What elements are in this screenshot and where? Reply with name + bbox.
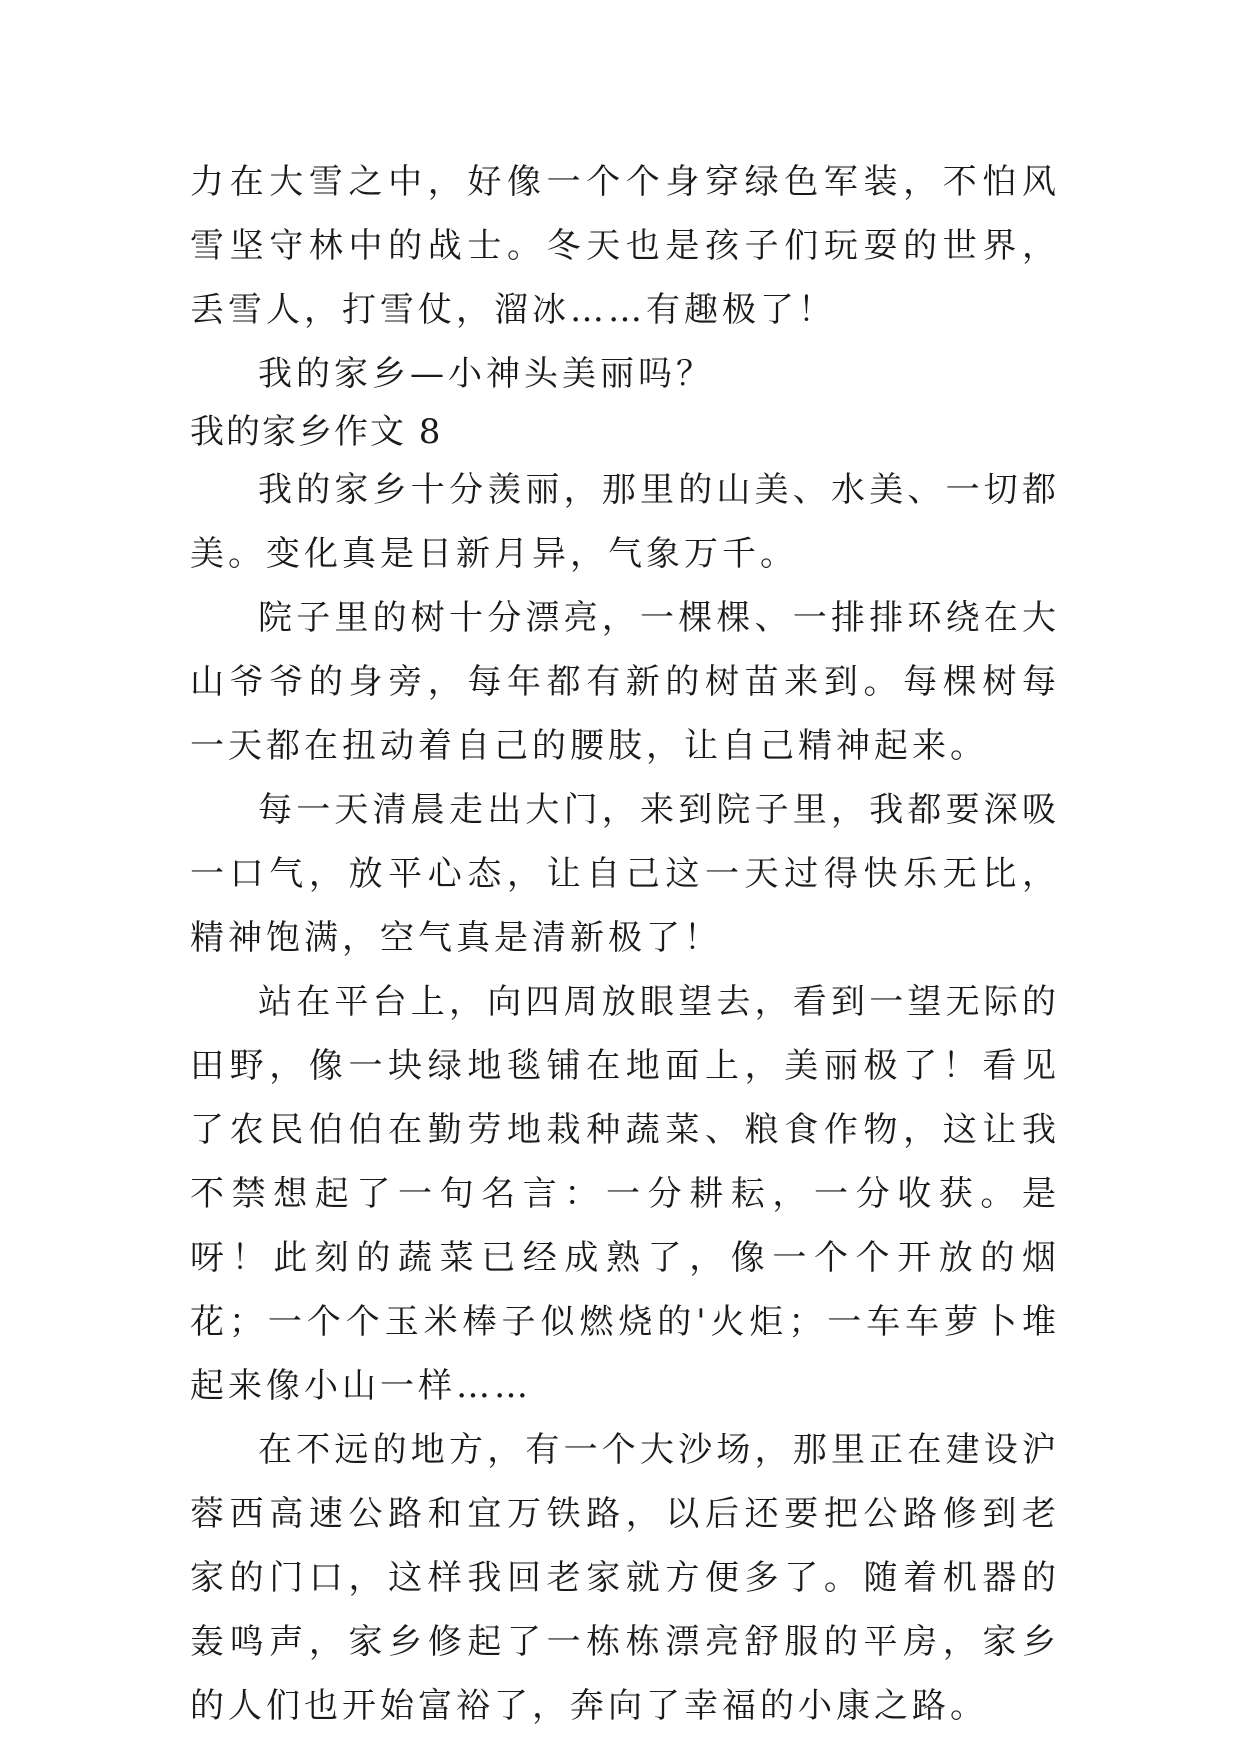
body-paragraph: 我的家乡十分羡丽，那里的山美、水美、一切都美。变化真是日新月异，气象万千。 [190, 470, 1060, 574]
continued-paragraph: 力在大雪之中，好像一个个身穿绿色军装，不怕风雪坚守林中的战士。冬天也是孩子们玩耍的世界，丢雪人，打雪仗，溜冰……有趣极了！ [190, 162, 1060, 330]
essay-heading: 我的家乡作文 8 [190, 412, 443, 452]
body-paragraph: 院子里的树十分漂亮，一棵棵、一排排环绕在大山爷爷的身旁，每年都有新的树苗来到。每棵树每一天都在扭动着自己的腰肢，让自己精神起来。 [190, 598, 1060, 766]
question-paragraph: 我的家乡—小神头美丽吗？ [258, 354, 714, 394]
body-paragraph: 在不远的地方，有一个大沙场，那里正在建设沪蓉西高速公路和宜万铁路，以后还要把公路修到老家的门口，这样我回老家就方便多了。随着机器的轰鸣声，家乡修起了一栋栋漂亮舒服的平房，家乡的人们也开始富裕了，奔向了幸福的小康之路。 [190, 1430, 1060, 1726]
document-page [190, 150, 1060, 1738]
body-paragraph: 站在平台上，向四周放眼望去，看到一望无际的田野，像一块绿地毯铺在地面上，美丽极了！看见了农民伯伯在勤劳地栽种蔬菜、粮食作物，这让我不禁想起了一句名言：一分耕耘，一分收获。是呀！此刻的蔬菜已经成熟了，像一个个开放的烟花；一个个玉米棒子似燃烧的'火炬；一车车萝卜堆起来像小山一样…… [190, 982, 1060, 1406]
body-paragraph: 每一天清晨走出大门，来到院子里，我都要深吸一口气，放平心态，让自己这一天过得快乐无比，精神饱满，空气真是清新极了！ [190, 790, 1060, 958]
